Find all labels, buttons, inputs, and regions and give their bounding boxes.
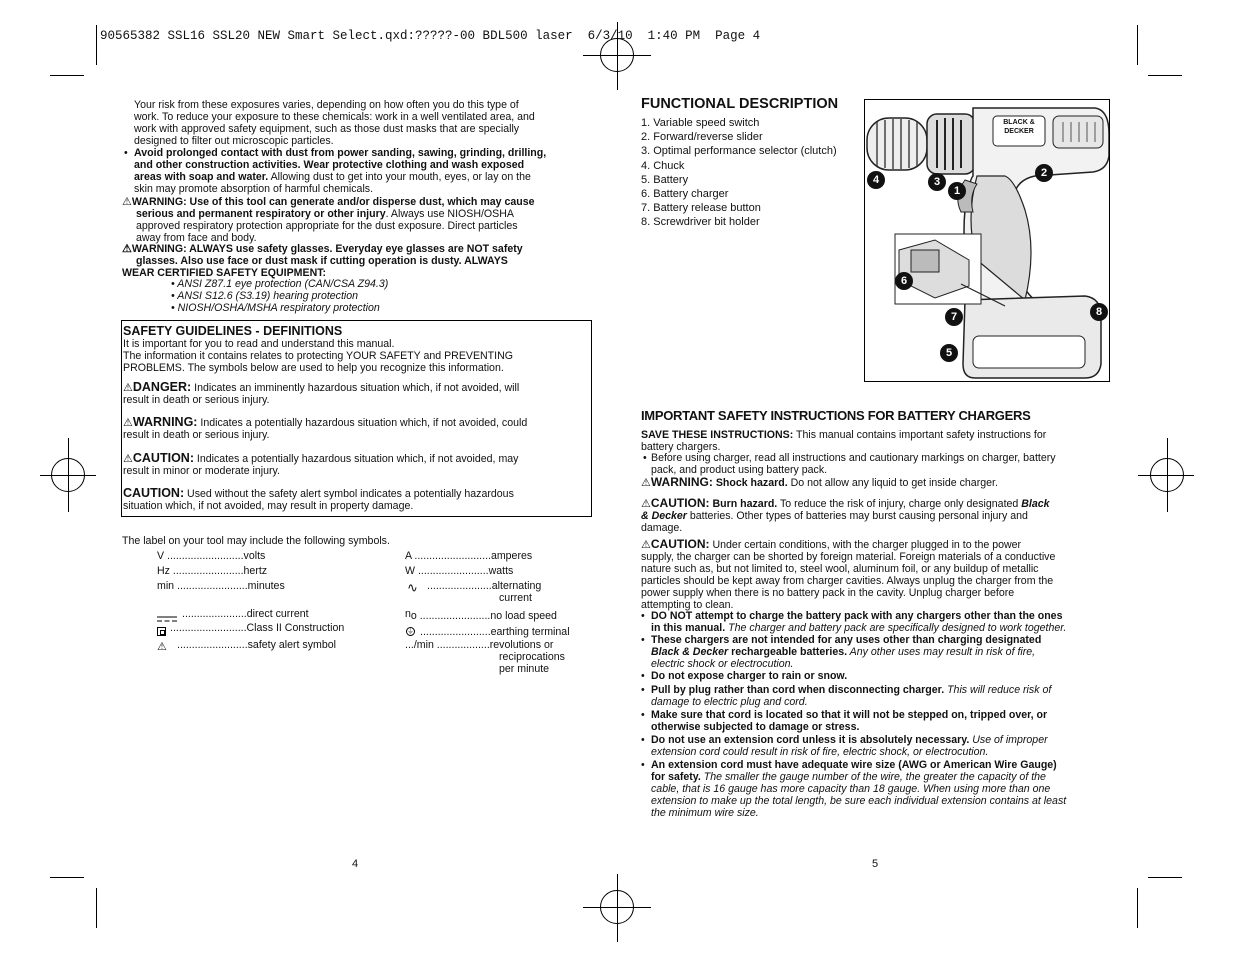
warning-shock bbox=[641, 476, 998, 489]
bullet-dot: • bbox=[641, 684, 645, 696]
warning-definition bbox=[123, 416, 527, 441]
text-line: cable, that is 16 gauge has more capacity than 18 gauge. When using more than one bbox=[651, 783, 1051, 795]
text-line: supply, the charger can be shorted by foreign material. Foreign materials of a conductive bbox=[641, 551, 1056, 563]
direct-current-icon bbox=[157, 609, 177, 615]
bullet-dot: • bbox=[643, 452, 647, 464]
text-run: Allowing dust to get into your mouth, eyes, or lay on the bbox=[268, 171, 531, 183]
symbol-rpm-cont: reciprocations bbox=[499, 651, 565, 663]
bullet-wire-size bbox=[651, 759, 1066, 819]
bullet-dot: • bbox=[641, 670, 645, 682]
text-line: Make sure that cord is located so that it will not be stepped on, tripped over, or bbox=[651, 709, 1048, 721]
text-line: Your risk from these exposures varies, depending on how often you do this type of bbox=[134, 99, 519, 111]
bullet-extension-cord bbox=[651, 734, 1048, 758]
brand-logo: BLACK & DECKER bbox=[1003, 119, 1035, 135]
safety-alert-icon: ⚠ bbox=[641, 477, 651, 489]
guidelines-intro bbox=[123, 338, 513, 374]
callout-6: 6 bbox=[895, 272, 913, 290]
danger-label: DANGER: bbox=[132, 380, 192, 394]
crop-mark bbox=[1137, 25, 1138, 65]
symbol-volts: V ..........................volts bbox=[157, 550, 266, 562]
list-item: ANSI S12.6 (S3.19) hearing protection bbox=[177, 290, 359, 302]
brand-text: Black & Decker bbox=[651, 646, 729, 658]
text-line: DO NOT attempt to charge the battery pack with any chargers other than the ones bbox=[651, 610, 1063, 622]
brand-text: Black bbox=[1021, 498, 1050, 510]
crop-mark bbox=[1137, 888, 1138, 928]
text-line: The information it contains relates to protecting YOUR SAFETY and PREVENTING bbox=[123, 350, 513, 362]
caution-label: CAUTION: bbox=[123, 486, 185, 500]
symbol-hertz: Hz ........................hertz bbox=[157, 565, 268, 577]
crop-mark bbox=[1148, 75, 1182, 76]
text-line: glasses. Also use face or dust mask if cutting operation is dusty. ALWAYS bbox=[136, 255, 508, 267]
drill-illustration bbox=[865, 100, 1110, 382]
charger-safety-title: IMPORTANT SAFETY INSTRUCTIONS FOR BATTERY CHARGERS bbox=[641, 408, 1031, 423]
text-line: result in minor or moderate injury. bbox=[123, 465, 281, 477]
text-italic: The smaller the gauge number of the wire, the greater the capacity of the bbox=[700, 771, 1046, 783]
callout-8: 8 bbox=[1090, 303, 1108, 321]
caution-label: CAUTION: bbox=[650, 537, 710, 551]
caution-definition bbox=[123, 452, 518, 477]
warning-label: WARNING: bbox=[650, 475, 713, 489]
text-run: Do not allow any liquid to get inside charger. bbox=[787, 477, 998, 489]
text-italic: Use of improper bbox=[969, 734, 1048, 746]
symbol-rpm-cont: per minute bbox=[499, 663, 550, 675]
bullet-dot: • bbox=[641, 634, 645, 646]
bullet-do-not-charge bbox=[651, 610, 1066, 634]
text-bold: rechargeable batteries. bbox=[728, 646, 848, 658]
text-bold: Do not use an extension cord unless it is absolutely necessary. bbox=[651, 734, 970, 746]
callout-5: 5 bbox=[940, 344, 958, 362]
earthing-terminal-icon: ⏚ bbox=[407, 628, 414, 635]
list-item: ANSI Z87.1 eye protection (CAN/CSA Z94.3) bbox=[177, 278, 389, 290]
text-line: power supply when there is no battery pack in the cavity. Unplug charger before bbox=[641, 587, 1015, 599]
text-bold: WARNING: Use of this tool can generate and/or disperse dust, which may cause bbox=[131, 196, 535, 208]
warning-dust-paragraph bbox=[122, 196, 535, 244]
text-line: designed to filter out microscopic particles. bbox=[134, 135, 334, 147]
equipment-list: • ANSI Z87.1 eye protection (CAN/CSA Z94.3) • ANSI S12.6 (S3.19) hearing protection • NIOSH/OSHA/MSHA respiratory protection bbox=[171, 278, 389, 314]
text-line: situation which, if not avoided, may result in property damage. bbox=[123, 500, 414, 512]
text-line: result in death or serious injury. bbox=[123, 429, 270, 441]
text-line: damage to electric plug and cord. bbox=[651, 696, 808, 708]
safety-alert-icon: ⚠ bbox=[123, 382, 133, 394]
text-bold: Pull by plug rather than cord when disconnecting charger. bbox=[651, 684, 945, 696]
crop-mark bbox=[50, 877, 84, 878]
text-line: approved respiratory protection appropriate for the dust exposure. Direct particles bbox=[136, 220, 518, 232]
bullet-cord-location bbox=[651, 709, 1047, 733]
functional-description-title: FUNCTIONAL DESCRIPTION bbox=[641, 96, 839, 112]
text-line: attempting to clean. bbox=[641, 599, 734, 611]
list-item: 3. Optimal performance selector (clutch) bbox=[641, 145, 837, 158]
symbol-direct-current: ......................direct current bbox=[182, 608, 309, 620]
crop-mark bbox=[96, 25, 97, 65]
alternating-current-icon: ∿ bbox=[407, 580, 418, 595]
file-header: 90565382 SSL16 SSL20 NEW Smart Select.qxd:?????-00 BDL500 laser 6/3/10 1:40 PM Page 4 bbox=[100, 29, 761, 43]
exposure-paragraph bbox=[134, 99, 535, 147]
text-line: WEAR CERTIFIED SAFETY EQUIPMENT: bbox=[122, 267, 327, 279]
brand-text: & Decker bbox=[641, 510, 687, 522]
caution-foreign-material bbox=[641, 538, 1055, 611]
safety-alert-icon: ⚠ bbox=[122, 243, 132, 255]
symbol-no-load-speed bbox=[405, 608, 557, 620]
text-line: the minimum wire size. bbox=[651, 807, 759, 819]
text-line: extension to make up the total length, be sure each individual extension contains at least bbox=[651, 795, 1067, 807]
text-italic: This will reduce risk of bbox=[944, 684, 1052, 696]
text-line: result in death or serious injury. bbox=[123, 394, 270, 406]
text-line: and other construction activities. Wear protective clothing and wash exposed bbox=[134, 159, 525, 171]
text-run: Under certain conditions, with the charger plugged in to the power bbox=[709, 539, 1022, 551]
list-item: 4. Chuck bbox=[641, 159, 685, 172]
text-line: otherwise subjected to damage or stress. bbox=[651, 721, 860, 733]
symbol-alternating: ......................alternating bbox=[427, 580, 542, 592]
dust-paragraph bbox=[134, 147, 546, 195]
symbol-rpm: .../min ..................revolutions or bbox=[405, 639, 554, 651]
text-bold: for safety. bbox=[651, 771, 701, 783]
bullet-dot: • bbox=[641, 734, 645, 746]
bullet-dot: • bbox=[641, 709, 645, 721]
bullet-pull-plug bbox=[651, 684, 1051, 708]
danger-definition bbox=[123, 381, 519, 406]
label-intro: The label on your tool may include the following symbols. bbox=[122, 535, 390, 547]
safety-alert-icon: ⚠ bbox=[641, 539, 651, 551]
text-italic: The charger and battery pack are specifically designed to work together. bbox=[725, 622, 1067, 634]
list-item: 8. Screwdriver bit holder bbox=[641, 216, 760, 229]
safety-alert-icon: ⚠ bbox=[157, 641, 167, 653]
text-line: PROBLEMS. The symbols below are used to help you recognize this information. bbox=[123, 362, 504, 374]
warning-glasses-paragraph bbox=[122, 243, 523, 279]
list-item: 2. Forward/reverse slider bbox=[641, 131, 763, 144]
callout-3: 3 bbox=[928, 173, 946, 191]
text-bold: in this manual. bbox=[651, 622, 726, 634]
functional-list bbox=[641, 116, 837, 230]
text-line: particles should be kept away from charger cavities. Always unplug the charger from the bbox=[641, 575, 1054, 587]
bullet-rain: Do not expose charger to rain or snow. bbox=[651, 670, 848, 682]
text-run: n bbox=[405, 608, 411, 620]
caution-label: CAUTION: bbox=[650, 496, 710, 510]
bullet-dot: • bbox=[124, 147, 128, 159]
list-item: 6. Battery charger bbox=[641, 188, 729, 201]
list-item: 7. Battery release button bbox=[641, 202, 761, 215]
page-number-right: 5 bbox=[872, 858, 879, 870]
crop-mark bbox=[96, 888, 97, 928]
text-line: Before using charger, read all instructions and cautionary markings on charger, battery bbox=[651, 452, 1056, 464]
text-bold: areas with soap and water. bbox=[134, 171, 269, 183]
bullet-dot: • bbox=[641, 759, 645, 771]
list-item: 1. Variable speed switch bbox=[641, 117, 760, 129]
text-run: Indicates a potentially hazardous situation which, if not avoided, could bbox=[197, 417, 528, 429]
text-bold: WARNING: ALWAYS use safety glasses. Everyday eye glasses are NOT safety bbox=[131, 243, 523, 255]
page-number-left: 4 bbox=[352, 858, 359, 870]
safety-alert-icon: ⚠ bbox=[123, 417, 133, 429]
text-run: . Always use NIOSH/OSHA bbox=[385, 208, 514, 220]
bullet-not-intended bbox=[651, 634, 1041, 670]
save-instructions bbox=[641, 429, 1046, 453]
drill-figure bbox=[864, 99, 1110, 382]
text-line: work. To reduce your exposure to these chemicals: work in a well ventilated area, and bbox=[134, 111, 535, 123]
symbol-watts: W ........................watts bbox=[405, 565, 514, 577]
text-line: Avoid prolonged contact with dust from power sanding, sawing, grinding, drilling, bbox=[134, 147, 547, 159]
callout-2: 2 bbox=[1035, 164, 1053, 182]
list-item: NIOSH/OSHA/MSHA respiratory protection bbox=[177, 302, 380, 314]
warning-label: WARNING: bbox=[132, 415, 198, 429]
text-line: skin may promote absorption of harmful chemicals. bbox=[134, 183, 374, 195]
symbol-amperes: A ..........................amperes bbox=[405, 550, 533, 562]
text-bold: SAVE THESE INSTRUCTIONS: bbox=[641, 429, 794, 441]
class-ii-icon bbox=[157, 627, 166, 636]
symbol-alternating-cont: current bbox=[499, 592, 532, 604]
text-line: extension cord could result in risk of fire, electric shock, or electrocution. bbox=[651, 746, 989, 758]
text-line: battery chargers. bbox=[641, 441, 721, 453]
safety-guidelines-box bbox=[121, 320, 592, 517]
text-line: work with approved safety equipment, such as those dust masks that are specially bbox=[134, 123, 520, 135]
text-run: Indicates an imminently hazardous situation which, if not avoided, will bbox=[191, 382, 520, 394]
text-run: batteries. Other types of batteries may burst causing personal injury and bbox=[686, 510, 1028, 522]
caution-property-definition bbox=[123, 487, 514, 512]
safety-alert-icon: ⚠ bbox=[641, 498, 651, 510]
text-run: To reduce the risk of injury, charge only designated bbox=[777, 498, 1022, 510]
text-line: electric shock or electrocution. bbox=[651, 658, 794, 670]
caution-burn bbox=[641, 497, 1050, 534]
symbol-class-ii: ..........................Class II Construction bbox=[170, 622, 345, 634]
text-line: These chargers are not intended for any uses other than charging designated bbox=[651, 634, 1042, 646]
bullet-dot: • bbox=[641, 610, 645, 622]
list-item: 5. Battery bbox=[641, 173, 689, 186]
callout-7: 7 bbox=[945, 308, 963, 326]
text-bold: Shock hazard. bbox=[712, 477, 788, 489]
safety-alert-icon: ⚠ bbox=[123, 453, 133, 465]
text-line: away from face and body. bbox=[136, 232, 257, 244]
callout-1: 1 bbox=[948, 182, 966, 200]
callout-4: 4 bbox=[867, 171, 885, 189]
text-line: damage. bbox=[641, 522, 683, 534]
symbol-minutes: min ........................minutes bbox=[157, 580, 285, 592]
guidelines-title: SAFETY GUIDELINES - DEFINITIONS bbox=[123, 324, 343, 338]
text-run: o ........................no load speed bbox=[410, 610, 557, 622]
caution-label: CAUTION: bbox=[132, 451, 194, 465]
crop-mark bbox=[50, 75, 84, 76]
symbol-safety-alert: ........................safety alert symbol bbox=[177, 639, 336, 651]
safety-alert-icon: ⚠ bbox=[122, 196, 132, 208]
text-bold: Burn hazard. bbox=[709, 498, 778, 510]
text-italic: Any other uses may result in risk of fire, bbox=[847, 646, 1036, 658]
text-run: Indicates a potentially hazardous situation which, if not avoided, may bbox=[193, 453, 519, 465]
text-line: pack, and product using battery pack. bbox=[651, 464, 828, 476]
text-run: Used without the safety alert symbol indicates a potentially hazardous bbox=[184, 488, 514, 500]
text-run: This manual contains important safety instructions for bbox=[793, 429, 1047, 441]
symbol-earthing: ........................earthing terminal bbox=[420, 626, 570, 638]
text-line: An extension cord must have adequate wire size (AWG or American Wire Gauge) bbox=[651, 759, 1057, 771]
crop-mark bbox=[1148, 877, 1182, 878]
text-line: nature such as, but not limited to, steel wool, aluminum foil, or any buildup of metallic bbox=[641, 563, 1039, 575]
before-using bbox=[651, 452, 1056, 476]
text-bold: serious and permanent respiratory or other injury bbox=[136, 208, 386, 220]
text-line: It is important for you to read and understand this manual. bbox=[123, 338, 395, 350]
